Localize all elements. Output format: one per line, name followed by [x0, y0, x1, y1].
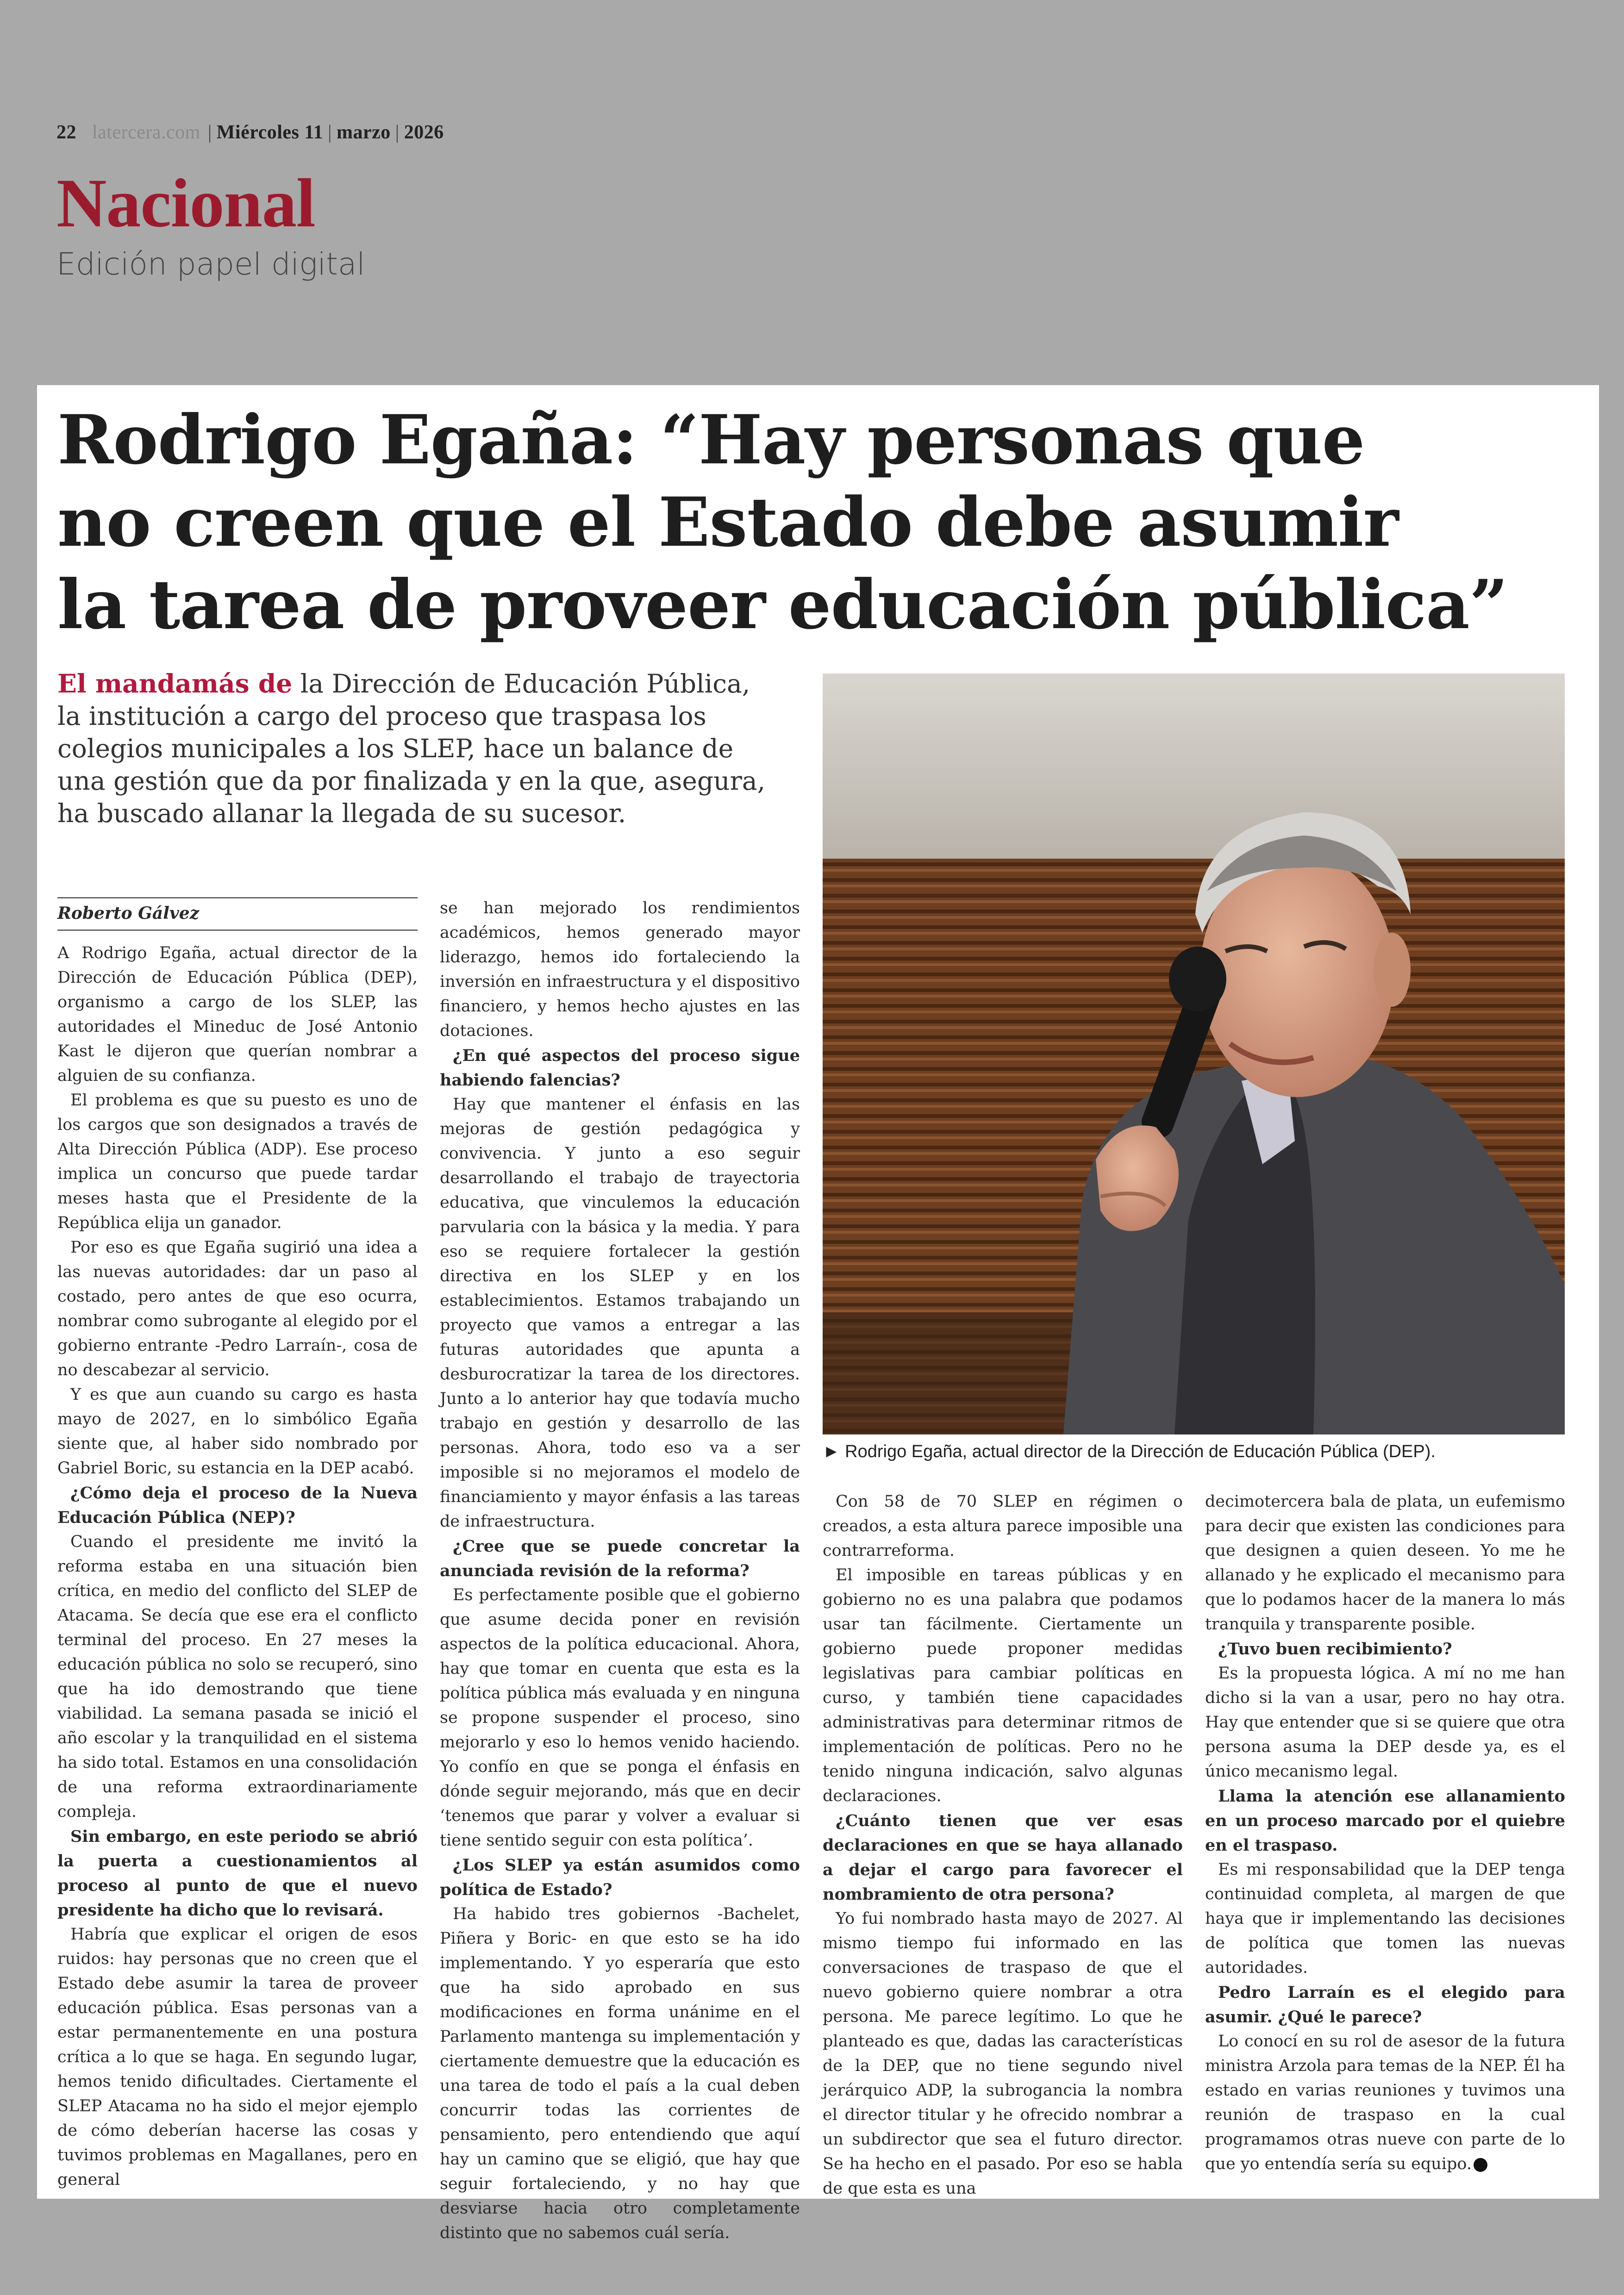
article-paragraph: decimotercera bala de plata, un eufemismo para decir que existen las condiciones para que designen a quien deseen. Yo me he allanado y he explicado el mecanismo para que lo podamos hacer de la manera lo más tranquila y transparente posible. [1205, 1492, 1565, 1634]
article-paragraph: Cuando el presidente me invitó la reforma estaba en una situación bien crítica, en medio del conflicto del SLEP de Atacama. Se decía que ese era el conflicto terminal del proceso. En 27 meses la educación pública no solo se recuperó, sino que ha ido demostrando que tiene viabilidad. La semana pasada se inició el año escolar y la tranquilidad en el sistema ha sido total. Estamos en una consolidación de una reforma extraordinariamente compleja. [57, 1533, 418, 1821]
end-of-article-icon [1474, 2158, 1487, 2172]
interview-question: ¿Cree que se puede concretar la anunciada revisión de la reforma? [440, 1537, 800, 1580]
article-lead [57, 667, 780, 829]
section-subtitle: Edición papel digital [56, 246, 365, 282]
article-paragraph: Ha habido tres gobiernos -Bachelet, Piñera y Boric- en que esto se ha ido implementando. Y yo esperaría que esto que ha sido aprobado en sus modificaciones en forma unánime en el Parlamento mantenga su implementación y ciertamente demuestre que la educación es una tarea de todo el país a la cual deben concurrir todas las corrientes de pensamiento, pero entendiendo que aquí hay un camino que se eligió, que hay que seguir fortaleciendo, y no hay que desviarse hacia otro completamente distinto que no sabemos cuál sería. [440, 1905, 800, 2242]
article-paragraph: Lo conocí en su rol de asesor de la futura ministra Arzola para temas de la NEP. Él ha estado en varias reuniones y tuvimos una reunión de traspaso en la cual programamos otras nueve con parte de lo que yo entendía sería su equipo. [1205, 2032, 1565, 2173]
interview-question: Llama la atención ese allanamiento en un proceso marcado por el quiebre en el traspaso. [1205, 1787, 1565, 1855]
article-paragraph: Por eso es que Egaña sugirió una idea a las nuevas autoridades: dar un paso al costado, pero antes de que eso ocurra, nombrar como subrogante al elegido por el gobierno entrante -Pedro Larraín-, cosa de no descabezar al servicio. [57, 1238, 418, 1379]
dateline: 22 latercera.com | Miércoles 11 | marzo | 2026 [56, 122, 444, 143]
article-headline: Rodrigo Egaña: “Hay personas que no creen que el Estado debe asumir la tarea de proveer educación pública” [57, 400, 1508, 644]
page-number: 22 [56, 122, 76, 143]
section-title: Nacional [56, 165, 315, 242]
interview-question: ¿Tuvo buen recibimiento? [1218, 1640, 1452, 1659]
lead-kicker: El mandamás de [57, 668, 293, 698]
article-paragraph: Hay que mantener el énfasis en las mejoras de gestión pedagógica y convivencia. Y junto a eso seguir desarrollando el trabajo de trayectoria educativa, que vinculemos la educación parvularia con la básica y la media. Y para eso se requiere fortalecer la gestión directiva en los SLEP y en los establecimientos. Estamos trabajando un proyecto que vamos a entregar a las futuras autoridades que apunta a desburocratizar la tarea de los directores. Junto a lo anterior hay que todavía mucho trabajo en gestión y desarrollo de las personas. Ahora, todo eso va a ser imposible si no mejoramos el modelo de financiamiento y mayor énfasis a las tareas de infraestructura. [440, 1095, 800, 1531]
column-4 [1205, 1490, 1565, 2177]
article-paragraph: Y es que aun cuando su cargo es hasta mayo de 2027, en lo simbólico Egaña siente que, al haber sido nombrado por Gabriel Boric, su estancia en la DEP acabó. [57, 1385, 418, 1478]
column-1-body [57, 941, 418, 2192]
interview-question: ¿En qué aspectos del proceso sigue habiendo falencias? [440, 1046, 800, 1090]
lead-text: la Dirección de Educación Pública, la institución a cargo del proceso que traspasa los colegios municipales a los SLEP, hace un balance de una gestión que da por finalizada y en la que, asegura, ha buscado allanar la llegada de su sucesor. [57, 669, 766, 828]
interview-question: ¿Los SLEP ya están asumidos como política de Estado? [440, 1856, 800, 1899]
photo-illustration [823, 674, 1565, 1434]
article-paragraph: El imposible en tareas públicas y en gobierno no es una palabra que podamos usar tan fácilmente. Ciertamente un gobierno puede proponer medidas legislativas para cambiar políticas en curso, y también tiene capacidades administrativas para determinar ritmos de implementación de políticas. Pero no he tenido ninguna indicación, salvo algunas declaraciones. [823, 1566, 1183, 1805]
article-paragraph: Habría que explicar el origen de esos ruidos: hay personas que no creen que el Estado debe asumir la tarea de proveer educación pública. Esas personas van a estar permanentemente en una postura crítica a lo que se haga. En segundo lugar, hemos tenido dificultades. Ciertamente el SLEP Atacama no ha sido el mejor ejemplo de cómo deberían hacerse las cosas y tuvimos problemas en Magallanes, pero en general [57, 1925, 418, 2189]
column-3 [823, 1490, 1183, 2201]
date-day: Miércoles 11 [216, 122, 324, 143]
article-paragraph: A Rodrigo Egaña, actual director de la Dirección de Educación Pública (DEP), organismo a cargo de los SLEP, las autoridades el Mineduc de José Antonio Kast le dijeron que querían nombrar a alguien de su confianza. [57, 944, 418, 1085]
column-2 [440, 896, 800, 2245]
article-paragraph: Yo fui nombrado hasta mayo de 2027. Al mismo tiempo fui informado en las conversaciones de traspaso de que el nuevo gobierno quiere nombrar a otra persona. Me parece legítimo. Lo que he planteado es que, dadas las características de la DEP, que no tiene segundo nivel jerárquico ADP, la subrogancia la nombra el director titular y he ofrecido nombrar a un subdirector que sea el futuro director. Se ha hecho en el pasado. Por eso se habla de que esta es una [823, 1909, 1183, 2198]
date-year: 2026 [404, 122, 444, 143]
interview-question: ¿Cómo deja el proceso de la Nueva Educación Pública (NEP)? [57, 1484, 418, 1527]
column-1 [57, 897, 418, 2192]
article-photo [823, 674, 1565, 1434]
photo-caption: ► Rodrigo Egaña, actual director de la Dirección de Educación Pública (DEP). [823, 1442, 1436, 1461]
interview-question: Sin embargo, en este periodo se abrió la puerta a cuestionamientos al proceso al punto de que el nuevo presidente ha dicho que lo revisará. [57, 1827, 418, 1920]
byline: Roberto Gálvez [57, 897, 418, 931]
site-name[interactable]: latercera.com [92, 122, 200, 143]
article-paragraph: Es perfectamente posible que el gobierno que asume decida poner en revisión aspectos de la política educacional. Ahora, hay que tomar en cuenta que esta es la política pública más evaluada y en ninguna se propone suspender el proceso, sino mejorarlo y eso lo hemos venido haciendo. Yo confío en que se ponga el énfasis en dónde seguir mejorando, más que en decir ‘tenemos que parar y volver a evaluar si tiene sentido seguir con esta política’. [440, 1586, 800, 1850]
article-page [37, 385, 1599, 2242]
interview-question: Pedro Larraín es el elegido para asumir. ¿Qué le parece? [1205, 1983, 1565, 2027]
column-2-body [440, 896, 800, 2245]
article-paragraph: se han mejorado los rendimientos académicos, hemos generado mayor liderazgo, hemos ido fortaleciendo la inversión en infraestructura y el dispositivo financiero, y hemos hecho ajustes en las dotaciones. [440, 899, 800, 1040]
article-paragraph: El problema es que su puesto es uno de los cargos que son designados a través de Alta Dirección Pública (ADP). Ese proceso implica un concurso que puede tardar meses hasta que el Presidente de la República elija un ganador. [57, 1091, 418, 1232]
column-4-body [1205, 1490, 1565, 2177]
date-month: marzo [337, 122, 391, 143]
column-3-body [823, 1490, 1183, 2201]
masthead [56, 121, 982, 282]
article-paragraph: Es la propuesta lógica. A mí no me han dicho si la van a usar, pero no hay otra. Hay que entender que si se quiere que otra persona asuma la DEP desde ya, es el único mecanismo legal. [1205, 1664, 1565, 1781]
interview-question: ¿Cuánto tienen que ver esas declaraciones en que se haya allanado a dejar el cargo para favorecer el nombramiento de otra persona? [823, 1811, 1183, 1904]
article-paragraph: Es mi responsabilidad que la DEP tenga continuidad completa, al margen de que haya que ir implementando las decisiones de política que tomen las nuevas autoridades. [1205, 1860, 1565, 1977]
article-paragraph: Con 58 de 70 SLEP en régimen o creados, a esta altura parece imposible una contrarreforma. [823, 1492, 1183, 1560]
